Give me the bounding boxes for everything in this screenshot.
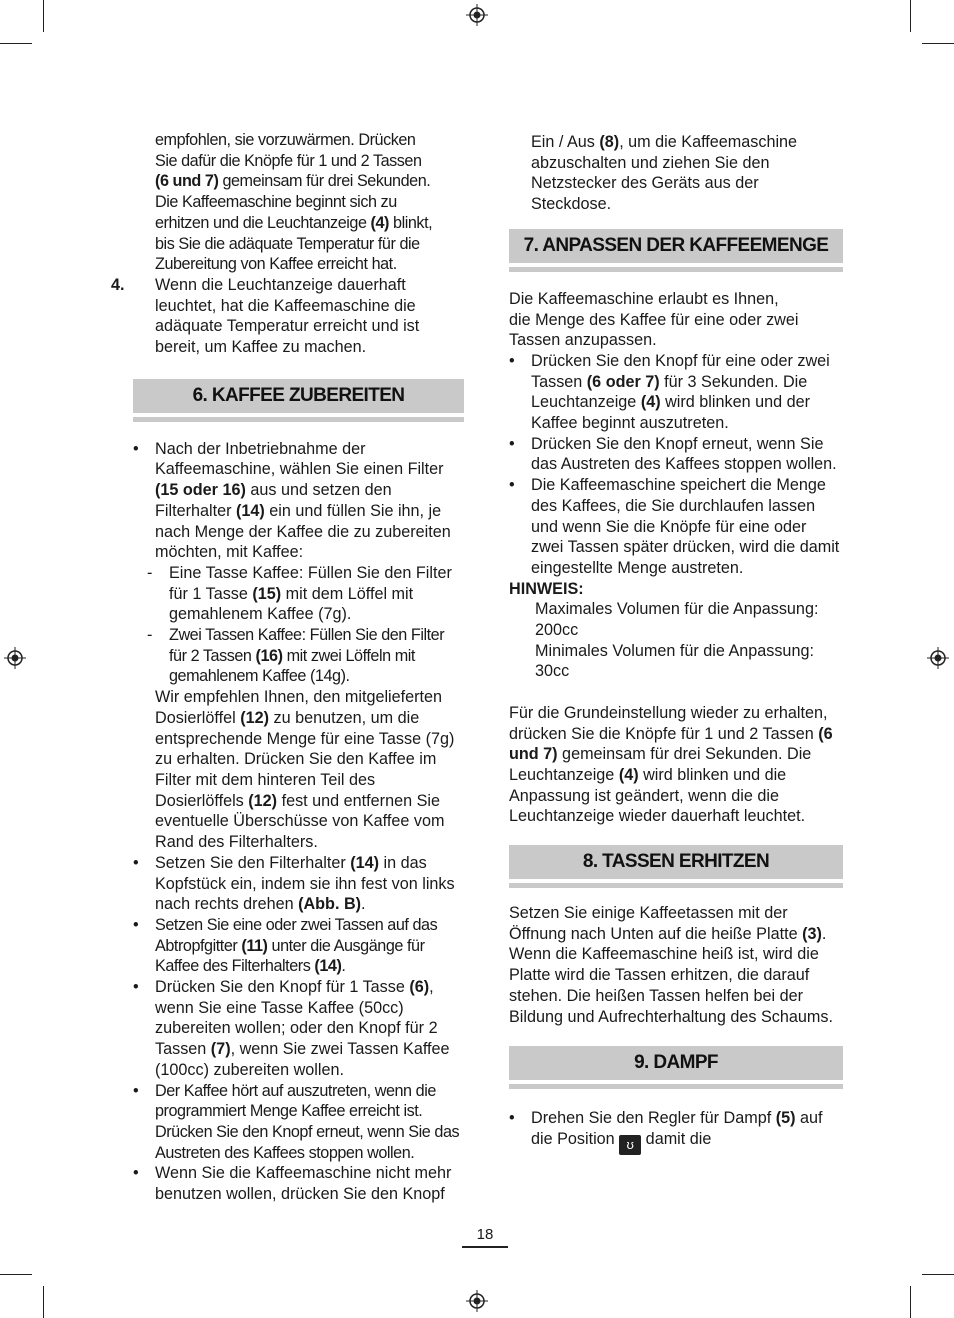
dash-marker: - <box>147 563 153 582</box>
list-item: • Die Kaffeemaschine speichert die Menge des Kaffees, die Sie durchlaufen lassen und wenn Sie die Knöpfe für eine oder zwei Tassen später drücken, wird die damit eingestellte Menge austreten. <box>509 476 840 577</box>
note-text: Minimales Volumen für die Anpassung: 30cc <box>535 641 814 681</box>
list-item: • Setzen Sie den Filterhalter (14) in das Kopfstück ein, indem sie ihn fest von links nach rechts drehen (Abb. B). <box>133 853 455 914</box>
bullet: • <box>133 1164 139 1183</box>
bullet: • <box>133 853 139 872</box>
crop-mark <box>0 43 32 44</box>
crop-mark <box>43 1286 44 1318</box>
paragraph: Wir empfehlen Ihnen, den mitgelieferten Dosierlöffel (12) zu benutzen, um die entsprechende Menge für eine Tasse (7g) zu erhalten. Drücken Sie den Kaffee im Filter mit dem hinteren Teil des Dosierlöffels (12) fest und entfernen Sie eventuelle Überschüsse von Kaffee vom Rand des Filterhalters. <box>155 688 455 852</box>
section-heading-6: 6. KAFFEE ZUBEREITEN <box>133 379 464 417</box>
continued-paragraph: Ein / Aus (8), um die Kaffeemaschine abzuschalten und ziehen Sie den Netzstecker des Geräts aus der Steckdose. <box>531 133 798 214</box>
registration-mark-icon <box>466 4 488 26</box>
note-label: HINWEIS: <box>509 579 584 598</box>
list-item: • Wenn Sie die Kaffeemaschine nicht mehr benutzen wollen, drücken Sie den Knopf <box>133 1164 452 1204</box>
steam-icon: ʊ <box>619 1135 641 1155</box>
list-item: • Der Kaffee hört auf auszutreten, wenn die programmiert Menge Kaffee erreicht ist. Drücken Sie den Knopf erneut, wenn Sie das Austreten des Kaffees stoppen wollen. <box>133 1081 460 1162</box>
right-column <box>509 132 843 1155</box>
list-item: • Drehen Sie den Regler für Dampf (5) auf die Position ʊ damit die <box>509 1108 843 1155</box>
text-line: bis Sie die adäquate Temperatur für die <box>155 234 420 253</box>
text-line: empfohlen, sie vorzuwärmen. Drücken <box>155 131 416 149</box>
crop-mark <box>922 43 954 44</box>
left-column <box>111 130 464 1205</box>
crop-mark <box>43 0 44 32</box>
text-line: Zubereitung von Kaffee erreicht hat. <box>155 255 397 274</box>
list-item: • Setzen Sie eine oder zwei Tassen auf das Abtropfgitter (11) unter die Ausgänge für Kaffee des Filterhalters (14). <box>133 915 438 976</box>
list-item: • Drücken Sie den Knopf erneut, wenn Sie das Austreten des Kaffees stoppen wollen. <box>509 434 837 474</box>
section-heading-9: 9. DAMPF <box>509 1046 843 1084</box>
bullet: • <box>133 439 139 458</box>
text-line: (6 und 7) gemeinsam für drei Sekunden. <box>155 172 431 191</box>
crop-mark <box>910 0 911 32</box>
text-line: Sie dafür die Knöpfe für 1 und 2 Tassen <box>155 151 422 170</box>
paragraph: Die Kaffeemaschine erlaubt es Ihnen, die Menge des Kaffee für eine oder zwei Tassen anzupassen. <box>509 289 799 350</box>
list-item <box>111 275 464 358</box>
bullet: • <box>133 1081 139 1100</box>
list-item: • Drücken Sie den Knopf für eine oder zwei Tassen (6 oder 7) für 3 Sekunden. Die Leuchtanzeige (4) wird blinken und der Kaffee beginnt auszutreten. <box>509 351 830 433</box>
text-line: erhitzen und die Leuchtanzeige (4) blinkt, <box>155 213 433 232</box>
paragraph: Für die Grundeinstellung wieder zu erhalten, drücken Sie die Knöpfe für 1 und 2 Tassen (6 und 7) gemeinsam für drei Sekunden. Die Leuchtanzeige (4) wird blinken und die Anpassung ist geändert, wenn die die Leuchtanzeige wieder dauerhaft leuchtet. <box>509 703 833 826</box>
sub-list-item: - Zwei Tassen Kaffee: Füllen Sie den Filter für 2 Tassen (16) mit zwei Löffeln mit gemahlenem Kaffee (14g). <box>147 626 445 686</box>
sub-list-item: - Eine Tasse Kaffee: Füllen Sie den Filter für 1 Tasse (15) mit dem Löffel mit gemahlenem Kaffee (7g). <box>147 563 452 624</box>
text-line: Die Kaffeemaschine beginnt sich zu <box>155 193 397 212</box>
bullet: • <box>509 1109 515 1128</box>
note-text: Maximales Volumen für die Anpassung: 200cc <box>535 600 819 640</box>
registration-mark-icon <box>4 647 26 669</box>
continued-paragraph <box>133 130 464 275</box>
bullet: • <box>509 351 515 370</box>
section-heading-7: 7. ANPASSEN DER KAFFEEMENGE <box>509 229 843 267</box>
crop-mark <box>922 1274 954 1275</box>
bullet: • <box>133 978 139 997</box>
list-item-text: Wenn die Leuchtanzeige dauerhaft leuchtet, hat die Kaffeemaschine die adäquate Temperatur erreicht und ist bereit, um Kaffee zu machen. <box>155 275 420 357</box>
section-heading-8: 8. TASSEN ERHITZEN <box>509 845 843 883</box>
registration-mark-icon <box>466 1290 488 1312</box>
crop-mark <box>910 1286 911 1318</box>
bullet: • <box>509 476 515 495</box>
crop-mark <box>0 1274 32 1275</box>
dash-marker: - <box>147 626 152 645</box>
paragraph: Setzen Sie einige Kaffeetassen mit der Öffnung nach Unten auf die heiße Platte (3). Wenn die Kaffeemaschine heiß ist, wird die Platte wird die Tassen erhitzen, die darauf stehen. Die heißen Tassen helfen bei der Bildung und Aufrechterhaltung des Schaums. <box>509 904 833 1026</box>
list-number: 4. <box>111 275 125 294</box>
page-number: 18 <box>462 1226 508 1248</box>
list-item: • Drücken Sie den Knopf für 1 Tasse (6), wenn Sie eine Tasse Kaffee (50cc) zubereiten wollen; oder den Knopf für 2 Tassen (7), wenn Sie zwei Tassen Kaffee (100cc) zubereiten wollen. <box>133 978 450 1079</box>
bullet: • <box>509 434 515 453</box>
registration-mark-icon <box>927 647 949 669</box>
bullet: • <box>133 915 139 934</box>
list-item: • Nach der Inbetriebnahme der Kaffeemaschine, wählen Sie einen Filter (15 oder 16) aus und setzen den Filterhalter (14) ein und füllen Sie ihn, je nach Menge der Kaffee die zu zubereiten möchten, mit Kaffee: <box>133 439 451 562</box>
